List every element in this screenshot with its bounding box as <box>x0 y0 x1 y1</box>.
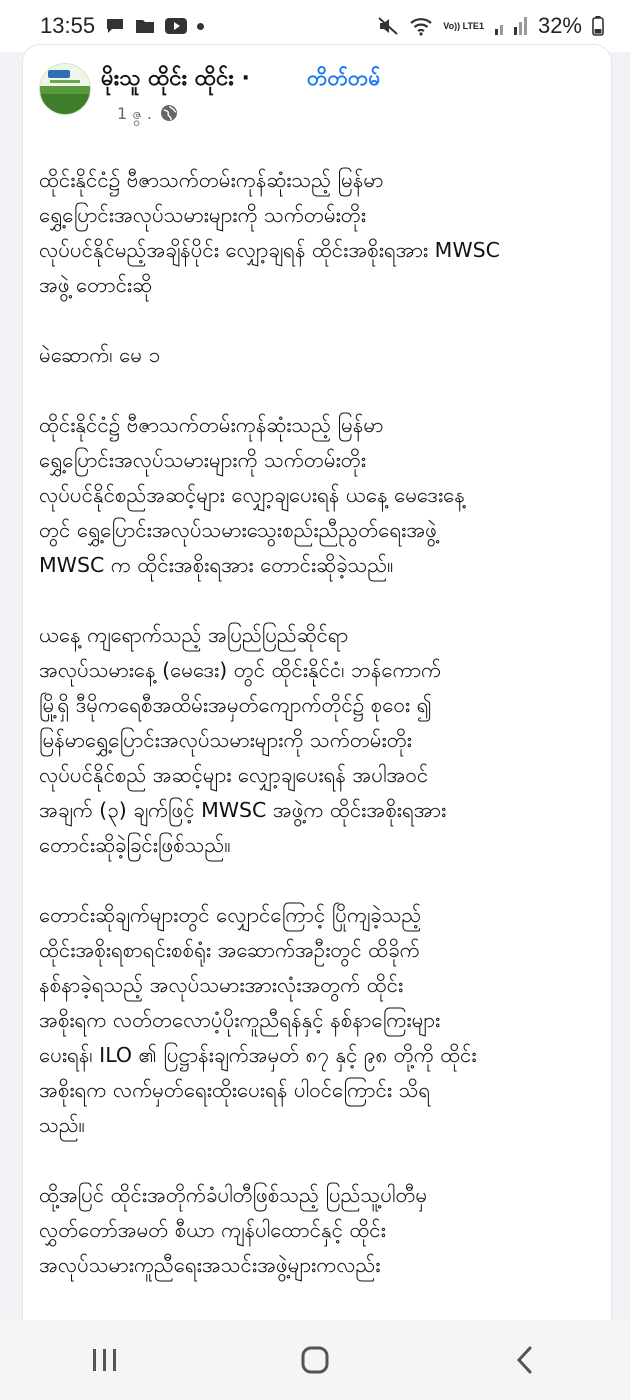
mute-icon <box>377 16 399 36</box>
post-paragraph: ထိုင်းနိုင်ငံ၌ ဗီဇာသက်တမ်းကုန်ဆုံးသည့် မြန်မာ ရွှေ့ပြောင်းအလုပ်သမားများကို သက်တမ်းတိုး လုပ်ပင်နိုင်စည်အဆင့်များ လျှော့ချပေးရန် ယနေ့ မေဒေးနေ့ တွင် ရွှေ့ပြောင်းအလုပ်သမားသွေးစည်းညီညွတ်ရေးအဖွဲ့ MWSC က ထိုင်းအစိုးရအား တောင်းဆိုခဲ့သည်။ <box>39 413 465 577</box>
signal-icon <box>494 16 528 36</box>
wifi-icon <box>409 16 433 36</box>
home-icon <box>300 1345 330 1375</box>
globe-icon <box>160 104 178 126</box>
post-meta <box>117 103 178 127</box>
messages-icon <box>105 17 125 35</box>
recent-apps-button[interactable] <box>75 1330 135 1390</box>
post-paragraph: ထိုင်းနိုင်ငံ၌ ဗီဇာသက်တမ်းကုန်ဆုံးသည့် မြန်မာ ရွှေ့ပြောင်းအလုပ်သမားများကို သက်တမ်းတိုး လုပ်ပင်နိုင်မည့်အချိန်ပိုင်း လျှော့ချရန် ထိုင်းအစိုးရအား MWSC အဖွဲ့ တောင်းဆို <box>39 168 500 297</box>
follow-button[interactable]: တိတ်တမ် <box>307 66 381 90</box>
page-avatar[interactable] <box>39 63 91 115</box>
home-button[interactable] <box>285 1330 345 1390</box>
battery-icon <box>592 16 604 36</box>
notification-dot-icon <box>197 23 204 30</box>
post-time[interactable]: 1 ဇွ . <box>117 104 152 123</box>
status-time: 13:55 <box>40 13 96 38</box>
back-button[interactable] <box>495 1330 555 1390</box>
youtube-icon <box>165 18 187 34</box>
post-body <box>39 163 599 1318</box>
post-card <box>22 44 612 1336</box>
post-paragraph: ထို့အပြင် ထိုင်းအတိုက်ခံပါတီဖြစ်သည့် ပြည်သူ့ပါတီမှ လွှတ်တော်အမတ် စီယာ ကျန်ပါထောင်နှင့် ထိုင်း အလုပ်သမားကူညီရေးအသင်းအဖွဲ့များကလည်း <box>39 1183 428 1277</box>
page-name[interactable]: မိုးသူ ထိုင်း ထိုင်း · <box>101 66 250 91</box>
battery-percent: 32% <box>537 13 582 38</box>
lte-indicator: Vo)) LTE1 <box>443 21 484 31</box>
folder-icon <box>135 18 155 34</box>
post-paragraph: မဲဆောက်၊ မေ ၁ <box>39 343 160 367</box>
recent-apps-icon <box>91 1347 119 1373</box>
post-header <box>39 59 595 139</box>
post-paragraph: တောင်းဆိုချက်များတွင် လျှောင်ကြောင့် ပြိုကျခဲ့သည့် ထိုင်းအစိုးရစာရင်းစစ်ရုံး အဆောက်အဦးတွင် ထိခိုက် နစ်နာခဲ့ရသည့် အလုပ်သမားအားလုံးအတွက် ထိုင်း အစိုးရက လတ်တလောပံ့ပိုးကူညီရန်နှင့် နစ်နာကြေးများ ပေးရန်၊ ILO ၏ ပြဋ္ဌာန်းချက်အမှတ် ၈၇ နှင့် ၉၈ တို့ကို ထိုင်း အစိုးရက လက်မှတ်ရေးထိုးပေးရန် ပါဝင်ကြောင်း သိရ သည်။ <box>39 903 477 1137</box>
post-paragraph: ယနေ့ ကျရောက်သည့် အပြည်ပြည်ဆိုင်ရာ အလုပ်သမားနေ့ (မေဒေး) တွင် ထိုင်းနိုင်ငံ၊ ဘန်ကောက် မြို့ရှိ ဒီမိုကရေစီအထိမ်းအမှတ်ကျောက်တိုင်၌ စုဝေး ၍ မြန်မာရွှေ့ပြောင်းအလုပ်သမားများကို သက်တမ်းတိုး လုပ်ပင်နိုင်စည် အဆင့်များ လျှော့ချပေးရန် အပါအဝင် အချက် (၃) ချက်ဖြင့် MWSC အဖွဲ့က ထိုင်းအစိုးရအား တောင်းဆိုခဲ့ခြင်းဖြစ်သည်။ <box>39 623 447 857</box>
back-chevron-icon <box>515 1345 535 1375</box>
system-nav-bar <box>0 1320 630 1400</box>
